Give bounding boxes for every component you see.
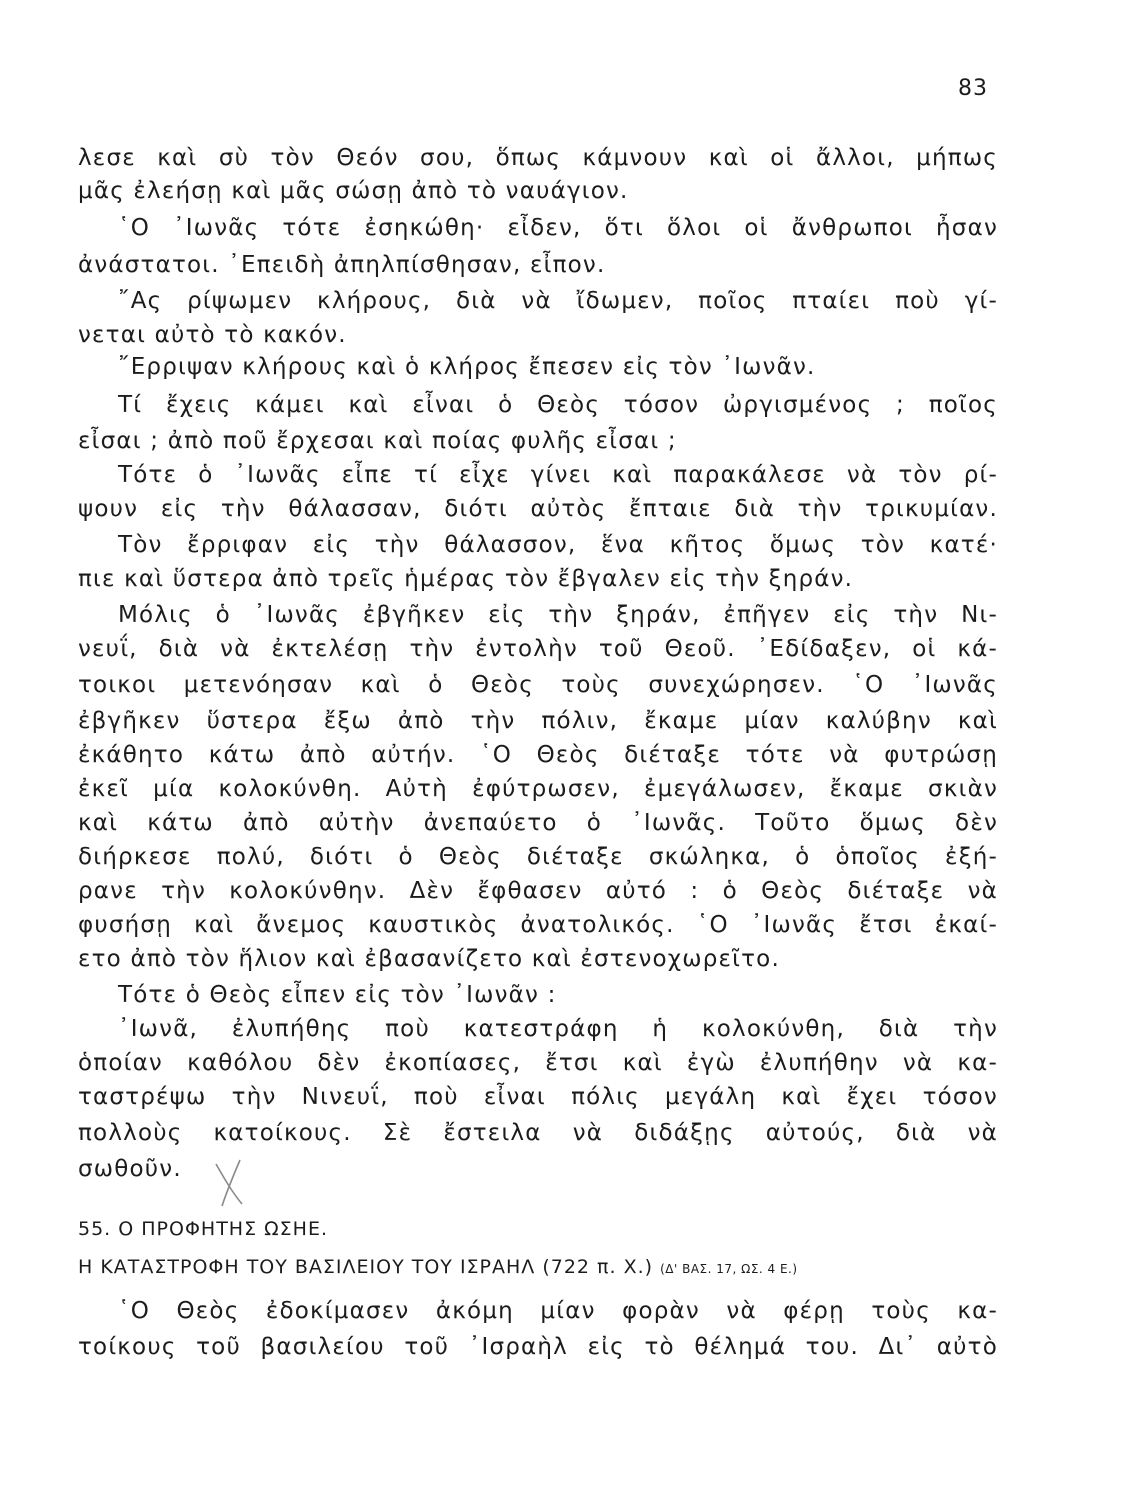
text-line: Μόλις ὁ ᾿Ιωνᾶς ἐβγῆκεν εἰς τὴν ξηράν, ἐπῆγεν εἰς τὴν Νι- xyxy=(118,602,998,628)
text-line: λεσε καὶ σὺ τὸν Θεόν σου, ὅπως κάμνουν καὶ οἱ ἄλλοι, μήπως xyxy=(78,145,998,171)
text-line: σωθοῦν. xyxy=(78,1156,182,1182)
text-line: ετο ἀπὸ τὸν ἥλιον καὶ ἐβασανίζετο καὶ ἐστενοχωρεῖτο. xyxy=(78,946,780,972)
text-line: φυσήσῃ καὶ ἄνεμος καυστικὸς ἀνατολικός. ῾Ο ᾿Ιωνᾶς ἔτσι ἐκαί- xyxy=(78,912,998,938)
text-line: ψουν εἰς τὴν θάλασσαν, διότι αὐτὸς ἔπταιε διὰ τὴν τρικυμίαν. xyxy=(78,496,998,522)
text-line: πολλοὺς κατοίκους. Σὲ ἔστειλα νὰ διδάξῃς αὐτούς, διὰ νὰ xyxy=(78,1120,998,1146)
section-reference: (Δ' ΒΑΣ. 17, ΩΣ. 4 Ε.) xyxy=(660,1262,798,1276)
text-line: ῾Ο Θεὸς ἐδοκίμασεν ἀκόμη μίαν φορὰν νὰ φέρῃ τοὺς κα- xyxy=(118,1298,998,1324)
text-line: νεται αὐτὸ τὸ κακόν. xyxy=(78,322,347,348)
text-line: ρανε τὴν κολοκύνθην. Δὲν ἔφθασεν αὐτό : ὁ Θεὸς διέταξε νὰ xyxy=(78,878,998,904)
text-line: Τότε ὁ ᾿Ιωνᾶς εἶπε τί εἶχε γίνει καὶ παρακάλεσε νὰ τὸν ρί- xyxy=(118,462,998,488)
text-line: Τότε ὁ Θεὸς εἶπεν εἰς τὸν ᾿Ιωνᾶν : xyxy=(118,982,557,1008)
text-line: Τὸν ἔρριφαν εἰς τὴν θάλασσον, ἕνα κῆτος ὅμως τὸν κατέ· xyxy=(118,532,998,558)
page-number: 83 xyxy=(958,76,988,101)
section-title: 55. Ο ΠΡΟΦΗΤΗΣ ΩΣΗΕ. xyxy=(78,1218,328,1240)
text-line: πιε καὶ ὕστερα ἀπὸ τρεῖς ἡμέρας τὸν ἔβγαλεν εἰς τὴν ξηράν. xyxy=(78,566,854,592)
text-line: ἀνάστατοι. ᾿Επειδὴ ἀπηλπίσθησαν, εἶπον. xyxy=(78,252,606,278)
text-line: ῎Ας ρίψωμεν κλήρους, διὰ νὰ ἴδωμεν, ποῖος πταίει ποὺ γί- xyxy=(118,288,998,314)
text-line: νευΐ, διὰ νὰ ἐκτελέσῃ τὴν ἐντολὴν τοῦ Θεοῦ. ᾿Εδίδαξεν, οἱ κά- xyxy=(78,636,998,662)
text-line: Τί ἔχεις κάμει καὶ εἶναι ὁ Θεὸς τόσον ὠργισμένος ; ποῖος xyxy=(118,392,998,418)
text-line: εἶσαι ; ἀπὸ ποῦ ἔρχεσαι καὶ ποίας φυλῆς εἶσαι ; xyxy=(78,428,677,454)
text-line: ἐβγῆκεν ὕστερα ἔξω ἀπὸ τὴν πόλιν, ἔκαμε μίαν καλύβην καὶ xyxy=(78,708,998,734)
text-line: ᾿Ιωνᾶ, ἐλυπήθης ποὺ κατεστράφη ἡ κολοκύνθη, διὰ τὴν xyxy=(118,1016,998,1042)
text-line: ὁποίαν καθόλου δὲν ἐκοπίασες, ἔτσι καὶ ἐγὼ ἐλυπήθην νὰ κα- xyxy=(78,1050,998,1076)
text-line: τοίκους τοῦ βασιλείου τοῦ ᾿Ισραὴλ εἰς τὸ θέλημά του. Δι᾿ αὐτὸ xyxy=(78,1334,998,1360)
text-line: μᾶς ἐλεήσῃ καὶ μᾶς σώσῃ ἀπὸ τὸ ναυάγιον. xyxy=(78,178,629,204)
text-line: ἐκεῖ μία κολοκύνθη. Αὐτὴ ἐφύτρωσεν, ἐμεγάλωσεν, ἔκαμε σκιὰν xyxy=(78,776,998,802)
text-line: καὶ κάτω ἀπὸ αὐτὴν ἀνεπαύετο ὁ ᾿Ιωνᾶς. Τοῦτο ὅμως δὲν xyxy=(78,810,998,836)
text-line: ῾Ο ᾿Ιωνᾶς τότε ἐσηκώθη· εἶδεν, ὅτι ὅλοι οἱ ἄνθρωποι ἦσαν xyxy=(118,215,998,241)
text-line: τοικοι μετενόησαν καὶ ὁ Θεὸς τοὺς συνεχώρησεν. ῾Ο ᾿Ιωνᾶς xyxy=(78,672,998,698)
section-subtitle: Η ΚΑΤΑΣΤΡΟΦΗ ΤΟΥ ΒΑΣΙΛΕΙΟΥ ΤΟΥ ΙΣΡΑΗΛ (722 π. Χ.) xyxy=(78,1256,654,1278)
pencil-x-mark xyxy=(212,1158,246,1208)
text-line: ταστρέψω τὴν Νινευΐ, ποὺ εἶναι πόλις μεγάλη καὶ ἔχει τόσον xyxy=(78,1084,998,1110)
text-line: διήρκεσε πολύ, διότι ὁ Θεὸς διέταξε σκώληκα, ὁ ὁποῖος ἐξή- xyxy=(78,844,998,870)
section-subtitle-row xyxy=(78,1254,798,1282)
text-line: ἐκάθητο κάτω ἀπὸ αὐτήν. ῾Ο Θεὸς διέταξε τότε νὰ φυτρώσῃ xyxy=(78,742,998,768)
text-line: ῎Ερριψαν κλήρους καὶ ὁ κλήρος ἔπεσεν εἰς τὸν ᾿Ιωνᾶν. xyxy=(118,354,816,380)
